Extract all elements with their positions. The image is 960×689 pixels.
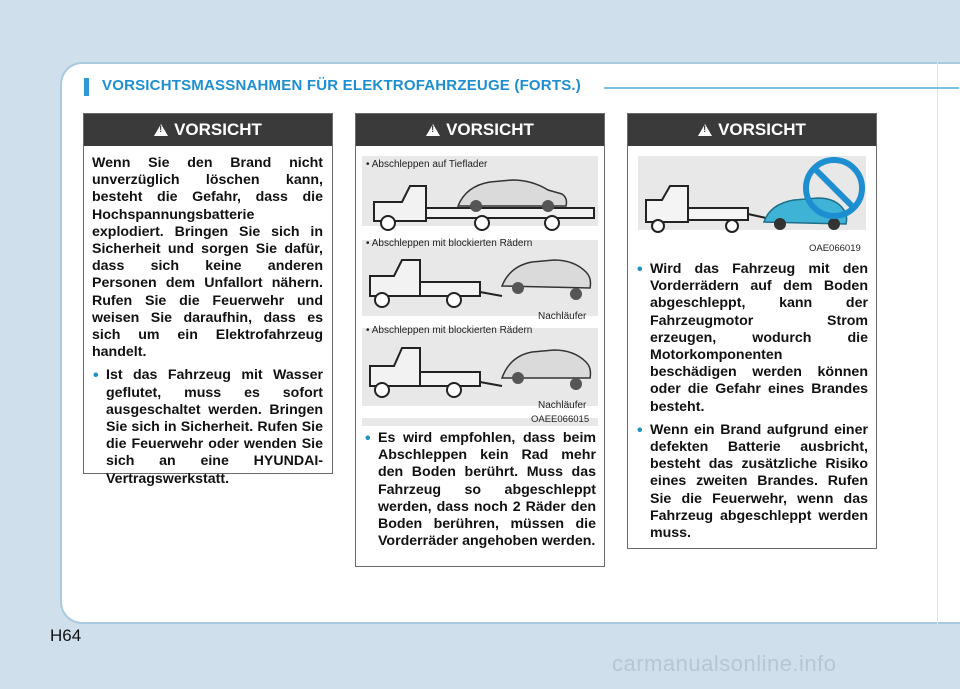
caution-box-middle bbox=[355, 113, 605, 567]
caption-wheel-lift-1: • Abschleppen mit blockierten Rädern bbox=[366, 238, 533, 249]
title-accent-bar bbox=[84, 78, 89, 96]
caption-flatbed: • Abschleppen auf Tieflader bbox=[366, 159, 488, 170]
caution-header bbox=[356, 114, 604, 146]
caution-header bbox=[628, 114, 876, 146]
no-towing-illustration bbox=[638, 156, 866, 244]
figure-code: OAE066019 bbox=[809, 243, 861, 254]
section-title: VORSICHTSMASSNAHMEN FÜR ELEKTROFAHRZEUGE (FORTS.) bbox=[102, 77, 581, 94]
caution-bullet: • Es wird empfohlen, dass beim Abschleppen kein Rad mehr den Boden berührt. Muss das Fahrzeug so abgeschleppt werden, dass noch 2 Räder den Boden berühren, müssen die Vorderräder angehoben werden. bbox=[364, 430, 596, 550]
right-margin-rule bbox=[937, 62, 938, 624]
prohibited-towing-illustration bbox=[638, 156, 866, 244]
caution-bullet: • Ist das Fahrzeug mit Wasser geflutet, muss es sofort ausgeschaltet werden. Bringen Sie sich in Sicherheit. Rufen Sie die Feuerwehr oder wenden Sie sich an eine HYUNDAI-Vertragswerkstatt. bbox=[92, 367, 323, 487]
title-rule bbox=[604, 87, 959, 89]
watermark: carmanualsonline.info bbox=[612, 651, 837, 676]
towing-illustration bbox=[362, 156, 598, 426]
dolly-label-1: Nachläufer bbox=[538, 311, 587, 322]
tow-truck-illustrations bbox=[362, 156, 598, 426]
warning-triangle-icon bbox=[154, 124, 168, 136]
dolly-label-2: Nachläufer bbox=[538, 400, 587, 411]
caption-wheel-lift-2: • Abschleppen mit blockierten Rädern bbox=[366, 325, 533, 336]
caution-label: VORSICHT bbox=[718, 120, 806, 139]
caution-label: VORSICHT bbox=[446, 120, 534, 139]
caution-box-left bbox=[83, 113, 333, 487]
caution-box-right bbox=[627, 113, 877, 549]
warning-triangle-icon bbox=[426, 124, 440, 136]
page-number: H64 bbox=[50, 626, 82, 645]
caution-bullet: • Wird das Fahrzeug mit den Vorderrädern auf dem Boden abgeschleppt, kann der Fahrzeugmotor Strom erzeugen, wodurch die Motorkomponenten beschädigen werden können oder die Gefahr eines Brandes besteht. bbox=[636, 261, 868, 416]
warning-triangle-icon bbox=[698, 124, 712, 136]
caution-bullet: • Wenn ein Brand aufgrund einer defekten Batterie ausbricht, besteht das zusätzliche Risiko eines zweiten Brandes. Rufen Sie die Feuerwehr, wenn das Fahrzeug abgeschleppt werden muss. bbox=[636, 422, 868, 542]
caution-label: VORSICHT bbox=[174, 120, 262, 139]
caution-paragraph: Wenn Sie den Brand nicht unverzüglich löschen kann, besteht die Gefahr, dass die Hochspannungsbatterie explodiert. Bringen Sie sich in Sicherheit und sorgen Sie dafür, dass sich keine anderen Personen dem Unfallort nähern. Rufen Sie die Feuerwehr und weisen Sie daraufhin, dass es sich um ein Elektrofahrzeug handelt. bbox=[92, 155, 323, 361]
caution-header bbox=[84, 114, 332, 146]
figure-code: OAEE066015 bbox=[531, 414, 590, 425]
